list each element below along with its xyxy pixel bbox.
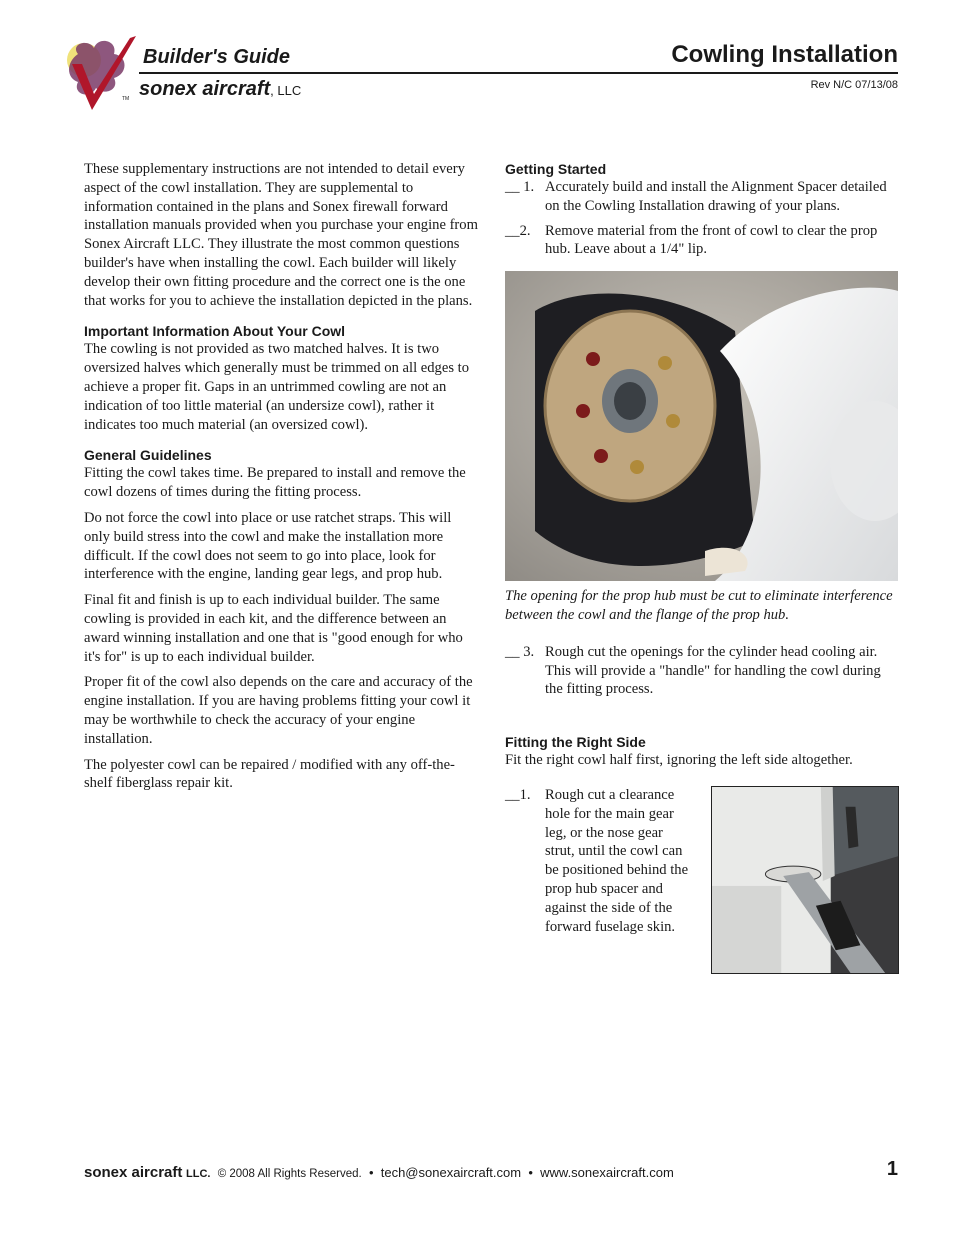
intro-paragraph: These supplementary instructions are not intended to detail every aspect of the cowl installation. They are supplemental to information contained in the plans and Sonex firewall forward installation manuals provided when you purchase your engine from Sonex Aircraft LLC. They illustrate the most common questions builder's have when installing the cowl. Each builder will likely develop their own fitting procedure and the correct one is the one that works for you to achieve the installation depicted in the plans. — [84, 161, 478, 309]
revision-label: Rev N/C 07/13/08 — [810, 79, 898, 91]
guideline-paragraph: The polyester cowl can be repaired / modified with any off-the-shelf fiberglass repair kit. — [84, 756, 455, 792]
right-column — [505, 160, 899, 976]
photo-caption: The opening for the prop hub must be cut to eliminate interference between the cowl and the flange of the prop hub. — [505, 588, 893, 623]
guideline-paragraph: Final fit and finish is up to each individual builder. The same cowling is provided in each kit, and the difference between an award winning installation and one that is "good enough for who it's for" is up to each individual builder. — [84, 592, 463, 665]
step-text: Rough cut the openings for the cylinder head cooling air. This will provide a "handle" for handling the cowl during the fitting process. — [545, 643, 881, 698]
gear-leg-photo — [711, 786, 899, 974]
step-number: __2. — [505, 222, 531, 239]
footer-email-link[interactable]: tech@sonexaircraft.com — [380, 1165, 522, 1180]
step-text: Accurately build and install the Alignment Spacer detailed on the Cowling Installation drawing of your plans. — [545, 179, 887, 214]
right-side-heading: Fitting the Right Side — [505, 734, 646, 751]
brand-name — [139, 78, 301, 101]
right-side-intro: Fit the right cowl half first, ignoring the left side altogether. — [505, 752, 853, 769]
step-item — [505, 222, 899, 260]
footer-copyright: © 2008 All Rights Reserved. — [217, 1168, 362, 1180]
prop-hub-photo — [505, 271, 898, 581]
left-column — [84, 160, 480, 800]
brand-suffix: , LLC — [270, 83, 302, 98]
brand-name-text: sonex aircraft — [139, 78, 271, 100]
footer-website-link[interactable]: www.sonexaircraft.com — [540, 1165, 674, 1180]
sonex-logo — [64, 34, 140, 114]
guideline-paragraph: Proper fit of the cowl also depends on the care and accuracy of the engine installation. If you are having problems fitting your cowl it may be worthwhile to check the accuracy of your engine installation. — [84, 674, 473, 747]
footer-brand: sonex aircraft — [84, 1164, 183, 1181]
step-item — [505, 786, 695, 936]
guidelines-heading: General Guidelines — [84, 447, 212, 464]
footer-bullet: • — [368, 1165, 374, 1180]
step-item — [505, 643, 899, 699]
svg-text:TM: TM — [122, 96, 130, 102]
guideline-paragraph: Fitting the cowl takes time. Be prepared to install and remove the cowl dozens of times during the fitting process. — [84, 465, 466, 501]
step-number: __1. — [505, 786, 531, 803]
step-number: __ 3. — [505, 643, 535, 660]
footer-brand-suffix: LLC. — [186, 1168, 211, 1180]
page-number: 1 — [886, 1158, 898, 1180]
important-heading: Important Information About Your Cowl — [84, 323, 346, 340]
step-number: __ 1. — [505, 179, 535, 195]
guideline-paragraph: Do not force the cowl into place or use ratchet straps. This will only build stress into the cowl and make the installation more difficult. If the cowl does not seem to go into place, look for interference with the engine, landing gear legs, and prop hub. — [84, 509, 452, 583]
header-rule — [139, 72, 898, 74]
builders-guide-label: Builder's Guide — [143, 46, 291, 68]
step-item — [505, 178, 899, 216]
footer-bullet: • — [528, 1165, 533, 1180]
getting-started-heading: Getting Started — [505, 161, 607, 177]
page-title: Cowling Installation — [671, 41, 898, 68]
step-text: Rough cut a clearance hole for the main gear leg, or the nose gear strut, until the cowl can be positioned behind the prop hub spacer and against the side of the forward fuselage skin. — [545, 786, 689, 935]
right-side-step-block — [505, 786, 899, 976]
important-paragraph: The cowling is not provided as two matched halves. It is two oversized halves which generally must be trimmed on all edges to achieve a proper fit. Gaps in an untrimmed cowling are not an indication of too little material (an undersize cowl), rather it indicates too much material (an oversized cowl). — [84, 341, 470, 433]
step-text: Remove material from the front of cowl to clear the prop hub. Leave about a 1/4" lip. — [545, 222, 878, 258]
footer — [84, 1164, 674, 1181]
